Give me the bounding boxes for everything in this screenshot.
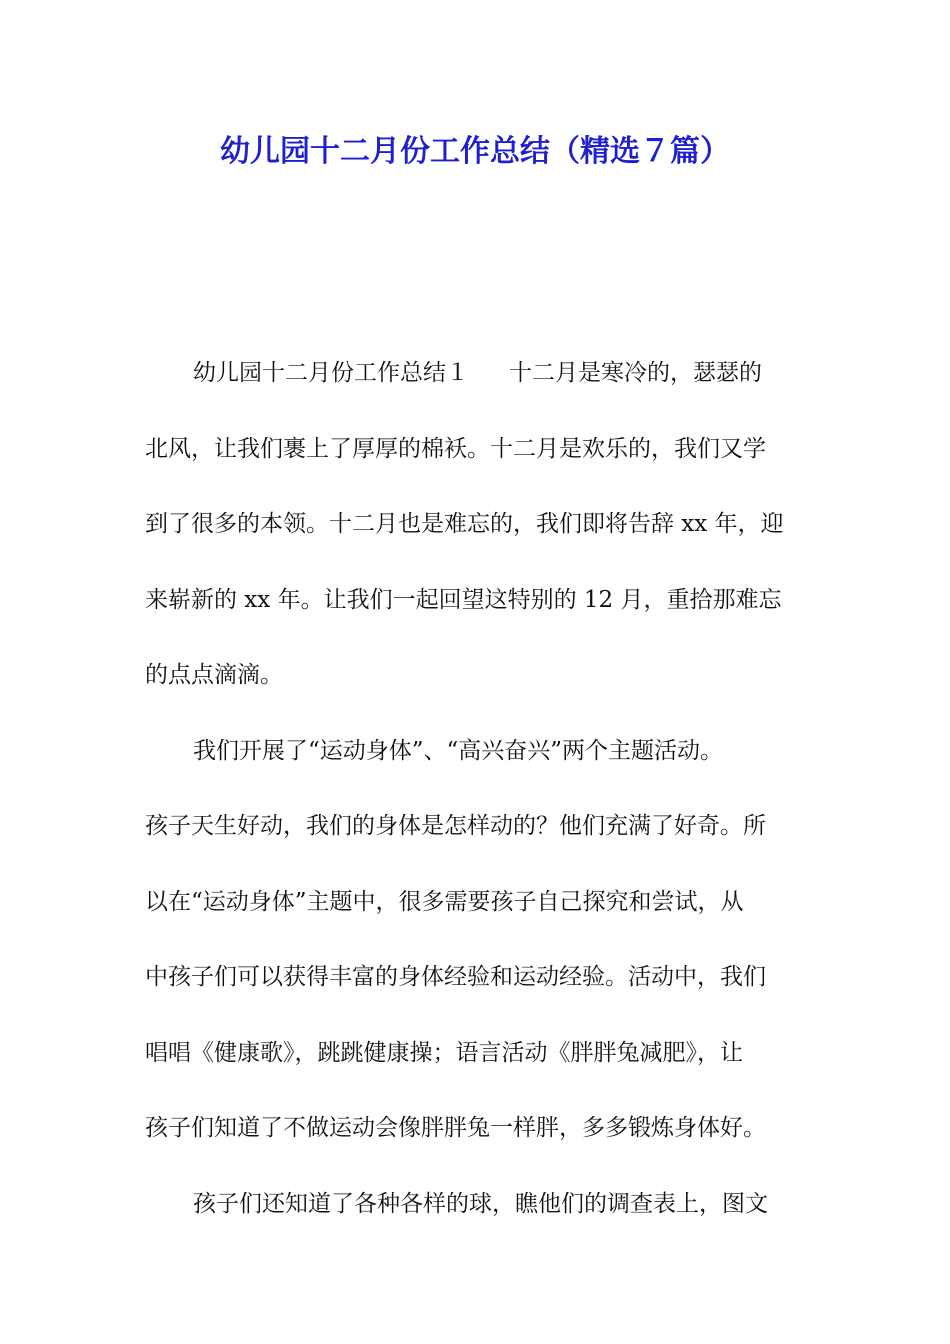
text-line: 的点点滴滴。	[145, 662, 283, 688]
text-line	[145, 336, 805, 412]
text-line: 来崭新的 xx 年。让我们一起回望这特别的 12 月，重拾那难忘	[145, 586, 782, 613]
text-line: 孩子们还知道了各种各样的球，瞧他们的调查表上，图文	[193, 1190, 768, 1217]
document-title: 幼儿园十二月份工作总结（精选７篇）	[220, 134, 730, 169]
text-line: 到了很多的本领。十二月也是难忘的，我们即将告辞 xx 年，迎	[145, 511, 784, 537]
text-line: 唱唱《健康歌》，跳跳健康操；语言活动《胖胖兔减肥》，让	[145, 1039, 743, 1066]
text-line-segment: 十二月是寒冷的，瑟瑟的	[509, 360, 762, 386]
text-line: 孩子天生好动，我们的身体是怎样动的？他们充满了好奇。所	[145, 813, 766, 839]
text-line: 以在“运动身体”主题中，很多需要孩子自己探究和尝试，从	[145, 888, 744, 915]
paragraph-1	[145, 336, 805, 714]
paragraph-2	[145, 714, 805, 1167]
paragraph-3	[145, 1167, 805, 1243]
section-heading: 幼儿园十二月份工作总结１	[193, 360, 469, 386]
text-line: 北风，让我们裹上了厚厚的棉袄。十二月是欢乐的，我们又学	[145, 435, 766, 462]
document-body	[145, 336, 805, 1242]
text-line: 中孩子们可以获得丰富的身体经验和运动经验。活动中，我们	[145, 964, 766, 990]
text-line: 孩子们知道了不做运动会像胖胖兔一样胖，多多锻炼身体好。	[145, 1115, 766, 1141]
text-line: 我们开展了“运动身体”、“高兴奋兴”两个主题活动。	[193, 737, 724, 764]
